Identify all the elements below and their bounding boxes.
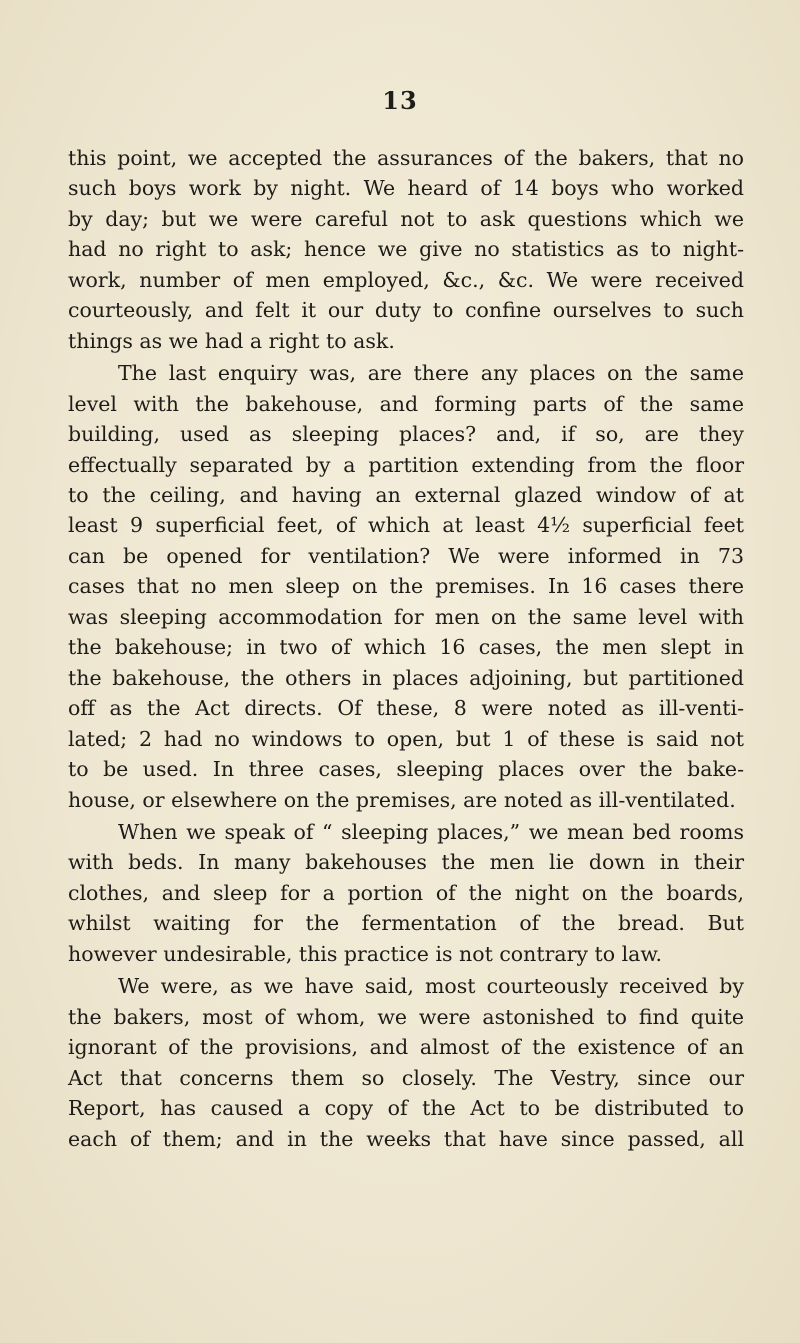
text-line: however undesirable, this practice is not contrary to law. <box>68 941 663 966</box>
text-line: things as we had a right to ask. <box>68 328 395 353</box>
body-text <box>68 143 744 1154</box>
text-line: by day; but we were careful not to ask questions which we <box>68 206 744 231</box>
text-line: courteously, and felt it our duty to confine ourselves to such <box>68 298 744 323</box>
text-line: We were, as we have said, most courteously received by <box>118 974 744 999</box>
text-line: such boys work by night. We heard of 14 boys who worked <box>68 176 744 201</box>
text-line: effectually separated by a partition extending from the floor <box>68 452 744 477</box>
text-line: level with the bakehouse, and forming parts of the same <box>68 391 744 416</box>
text-line: least 9 superficial feet, of which at least 4½ superficial feet <box>68 513 744 538</box>
text-line: The last enquiry was, are there any places on the same <box>118 361 744 386</box>
text-line: to be used. In three cases, sleeping places over the bake- <box>68 757 744 782</box>
text-line: Report, has caused a copy of the Act to be distributed to <box>68 1096 744 1121</box>
text-line: When we speak of “ sleeping places,” we mean bed rooms <box>118 819 744 844</box>
text-line: can be opened for ventilation? We were informed in 73 <box>68 543 744 568</box>
text-line: Act that concerns them so closely. The Vestry, since our <box>68 1065 744 1090</box>
text-line: whilst waiting for the fermentation of the bread. But <box>68 911 744 936</box>
text-line: the bakehouse, the others in places adjoining, but partitioned <box>68 665 744 690</box>
text-line: had no right to ask; hence we give no statistics as to night- <box>68 237 744 262</box>
text-line: to the ceiling, and having an external glazed window of at <box>68 482 744 507</box>
paragraph <box>68 817 744 969</box>
text-line: each of them; and in the weeks that have since passed, all <box>68 1126 744 1151</box>
page-number: 13 <box>382 86 418 115</box>
text-line: this point, we accepted the assurances of the bakers, that no <box>68 146 744 170</box>
text-line: the bakers, most of whom, we were astonished to find quite <box>68 1004 744 1029</box>
text-line: building, used as sleeping places? and, if so, are they <box>68 422 744 447</box>
paragraph <box>68 358 744 815</box>
paragraph <box>68 143 744 356</box>
text-line: clothes, and sleep for a portion of the night on the boards, <box>68 880 744 905</box>
text-line: was sleeping accommodation for men on the same level with <box>68 604 744 629</box>
text-line: with beds. In many bakehouses the men lie down in their <box>68 850 744 875</box>
text-line: ignorant of the provisions, and almost of the existence of an <box>68 1035 744 1060</box>
text-line: the bakehouse; in two of which 16 cases, the men slept in <box>68 635 744 660</box>
text-line: lated; 2 had no windows to open, but 1 of these is said not <box>68 726 744 751</box>
text-line: cases that no men sleep on the premises. In 16 cases there <box>68 574 744 599</box>
paragraph <box>68 971 744 1154</box>
text-line: house, or elsewhere on the premises, are noted as ill-ventilated. <box>68 787 736 812</box>
text-line: off as the Act directs. Of these, 8 were noted as ill-venti- <box>68 696 744 721</box>
text-line: work, number of men employed, &c., &c. We were received <box>68 267 744 292</box>
